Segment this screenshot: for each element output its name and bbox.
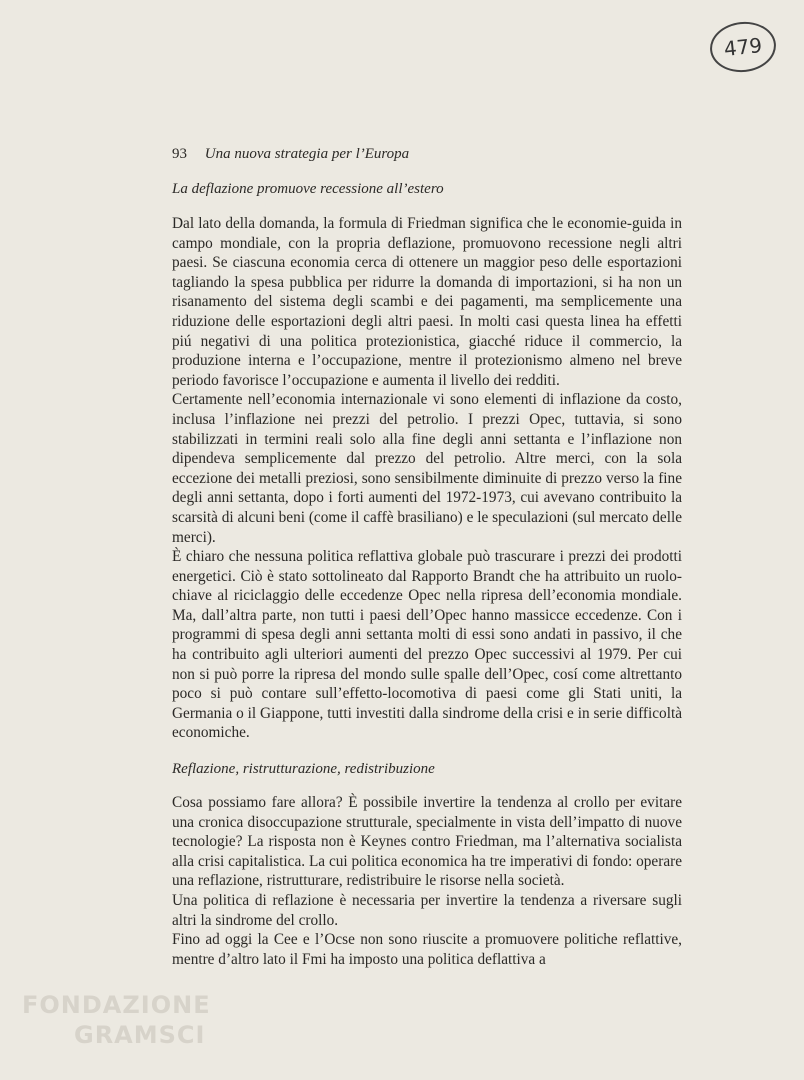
running-title: Una nuova strategia per l’Europa bbox=[204, 146, 410, 162]
archive-stamp bbox=[708, 19, 779, 76]
paragraph: Dal lato della domanda, la formula di Friedman significa che le economie-guida in campo mondiale, con la propria deflazione, promuovono recessione negli altri paesi. Se ciascuna economia cerca di ottenere un maggior peso delle esportazioni tagliando la spesa pubblica per ridurre la domanda di importazioni, si ha non un risanamento del sistema degli scambi e dei pagamenti, ma semplicemente una riduzione delle esportazioni degli altri paesi. In molti casi questa linea ha effetti piú negativi di una politica protezionistica, giacché riduce il commercio, la produzione interna e l’occupazione, mentre il protezionismo almeno nel breve periodo favorisce l’occupazione e aumenta il livello dei redditi. bbox=[172, 215, 682, 389]
paragraph: Una politica di reflazione è necessaria per invertire la tendenza a riversare sugli altri la sindrome del crollo. bbox=[172, 891, 682, 929]
paragraph: È chiaro che nessuna politica reflattiva globale può trascurare i prezzi dei prodotti energetici. Ciò è stato sottolineato dal Rapporto Brandt che ha attribuito un ruolo-chiave al riciclaggio delle eccedenze Opec nella ripresa dell’economia mondiale. Ma, dall’altra parte, non tutti i paesi dell’Opec hanno massicce eccedenze. Con i programmi di spesa degli anni settanta molti di essi sono andati in passivo, il che ha contribuito agli ulteriori aumenti del prezzo Opec successivi al 1979. Per cui non si può porre la ripresa del mondo sulle spalle dell’Opec, cosí come altrettanto poco si può contare sull’effetto-locomotiva di paesi come gli Stati uniti, la Germania o il Giappone, tutti investiti dalla sindrome della crisi e in serie difficoltà economiche. bbox=[172, 548, 682, 742]
watermark-line-2: GRAMSCI bbox=[74, 1021, 206, 1049]
watermark-line-1: FONDAZIONE bbox=[22, 991, 211, 1019]
section-heading-deflazione: La deflazione promuove recessione all’estero bbox=[172, 181, 444, 197]
paragraph: Fino ad oggi la Cee e l’Ocse non sono riuscite a promuovere politiche reflattive, mentre d’altro lato il Fmi ha imposto una politica deflattiva a bbox=[172, 931, 682, 968]
page-number: 93 bbox=[172, 146, 187, 162]
archive-number: 479 bbox=[722, 33, 764, 61]
archive-watermark bbox=[22, 990, 211, 1050]
section-body-reflazione bbox=[172, 793, 682, 969]
paragraph: Certamente nell’economia internazionale vi sono elementi di inflazione da costo, inclusa l’inflazione nei prezzi del petrolio. I prezzi Opec, tuttavia, si sono stabilizzati in termini reali solo alla fine degli anni settanta e l’inflazione non dipendeva semplicemente dal prezzo del petrolio. Altre merci, con la sola eccezione dei metalli preziosi, sono sensibilmente diminuite di prezzo verso la fine degli anni settanta, dopo i forti aumenti del 1972-1973, cui avevano contribuito la scarsità di alcuni beni (come il caffè brasiliano) e le speculazioni (sul mercato delle merci). bbox=[172, 391, 682, 546]
section-heading-reflazione: Reflazione, ristrutturazione, redistribuzione bbox=[172, 761, 435, 777]
paragraph: Cosa possiamo fare allora? È possibile invertire la tendenza al crollo per evitare una cronica disoccupazione strutturale, specialmente in vista dell’impatto di nuove tecnologie? La risposta non è Keynes contro Friedman, ma l’alternativa socialista alla crisi capitalistica. La cui politica economica ha tre imperativi di fondo: operare una reflazione, ristrutturare, redistribuire le risorse nella società. bbox=[172, 794, 682, 890]
section-body-deflazione bbox=[172, 214, 682, 743]
running-head bbox=[172, 146, 409, 163]
